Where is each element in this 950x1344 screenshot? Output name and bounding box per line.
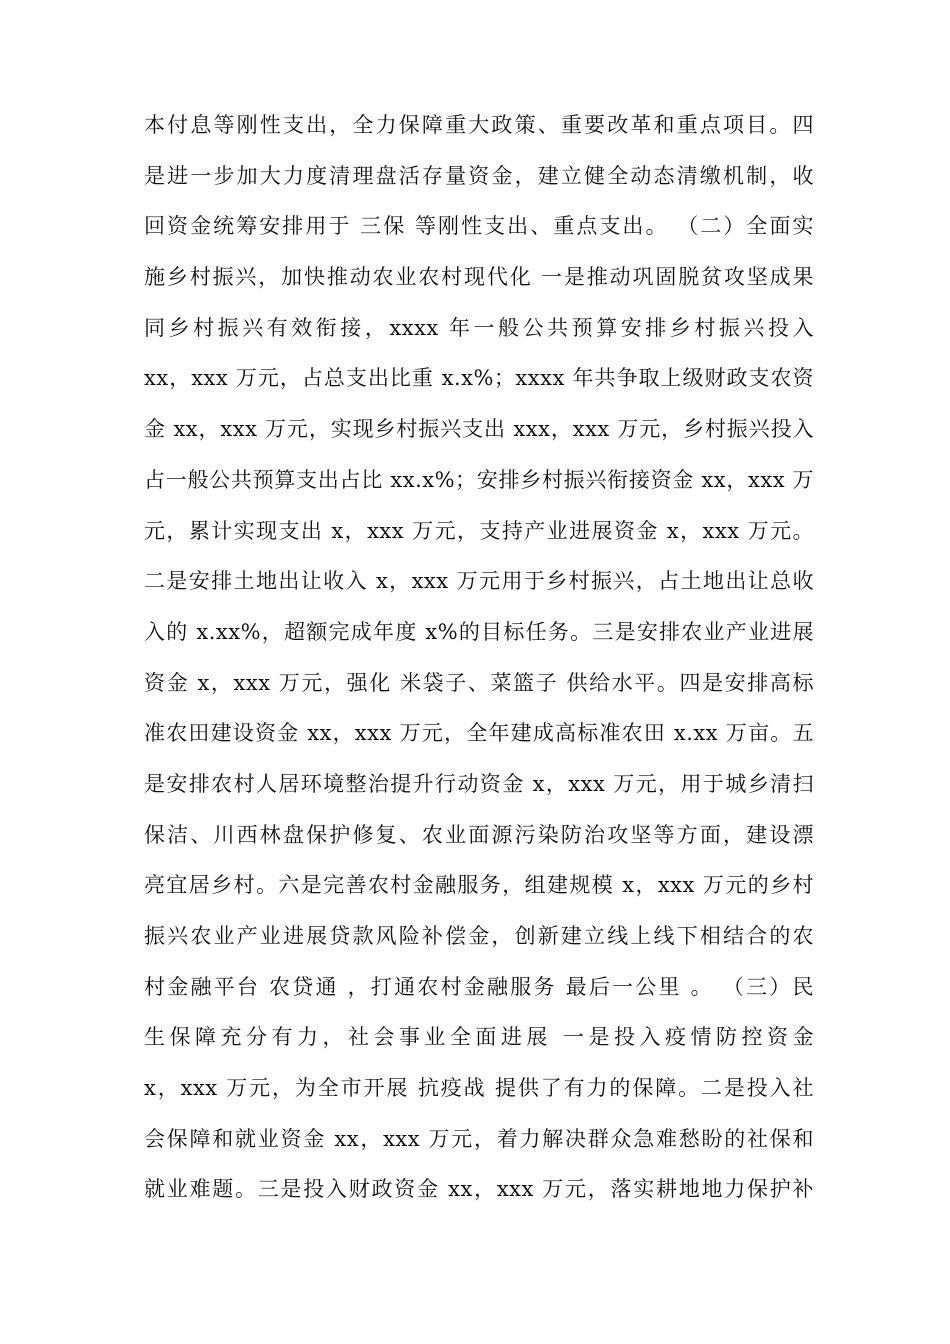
text-line: 生保障充分有力，社会事业全面进展 一是投入疫情防控资金 <box>144 1025 814 1050</box>
text-line: 是进一步加大力度清理盘活存量资金，建立健全动态清缴机制，收 <box>144 163 814 188</box>
text-line: 元，累计实现支出 x，xxx 万元，支持产业进展资金 x，xxx 万元。 <box>144 518 814 543</box>
text-line: 就业难题。三是投入财政资金 xx，xxx 万元，落实耕地地力保护补 <box>144 1177 814 1202</box>
text-line: 金 xx，xxx 万元，实现乡村振兴支出 xxx，xxx 万元，乡村振兴投入 <box>144 417 814 442</box>
text-line: 村金融平台 农贷通 ，打通农村金融服务 最后一公里 。 （三）民 <box>144 974 814 999</box>
text-line: 保洁、川西林盘保护修复、农业面源污染防治攻坚等方面，建设漂 <box>144 822 814 847</box>
text-line: 振兴农业产业进展贷款风险补偿金，创新建立线上线下相结合的农 <box>144 924 814 948</box>
text-line: 入的 x.xx%，超额完成年度 x%的目标任务。三是安排农业产业进展 <box>144 619 814 644</box>
text-line: 二是安排土地出让收入 x，xxx 万元用于乡村振兴，占土地出让总收 <box>144 569 814 594</box>
text-line: 会保障和就业资金 xx，xxx 万元，着力解决群众急难愁盼的社保和 <box>144 1126 814 1151</box>
text-line: 占一般公共预算支出占比 xx.x%；安排乡村振兴衔接资金 xx，xxx 万 <box>144 467 814 492</box>
text-line: 亮宜居乡村。六是完善农村金融服务，组建规模 x，xxx 万元的乡村 <box>144 873 814 898</box>
text-line: 是安排农村人居环境整治提升行动资金 x，xxx 万元，用于城乡清扫 <box>144 771 814 796</box>
text-line: 回资金统筹安排用于 三保 等刚性支出、重点支出。 （二）全面实 <box>144 214 814 239</box>
text-line: x，xxx 万元，为全市开展 抗疫战 提供了有力的保障。二是投入社 <box>144 1076 814 1101</box>
text-line: 同乡村振兴有效衔接，xxxx 年一般公共预算安排乡村振兴投入 <box>144 315 814 340</box>
text-line: xx，xxx 万元，占总支出比重 x.x%；xxxx 年共争取上级财政支农资 <box>144 366 814 391</box>
text-line: 资金 x，xxx 万元，强化 米袋子、菜篮子 供给水平。四是安排高标 <box>144 670 814 695</box>
text-line: 准农田建设资金 xx，xxx 万元，全年建成高标准农田 x.xx 万亩。五 <box>144 721 814 746</box>
body-text <box>144 100 814 1215</box>
text-line: 本付息等刚性支出，全力保障重大政策、重要改革和重点项目。四 <box>144 113 814 137</box>
text-line: 施乡村振兴，加快推动农业农村现代化 一是推动巩固脱贫攻坚成果 <box>144 265 814 290</box>
